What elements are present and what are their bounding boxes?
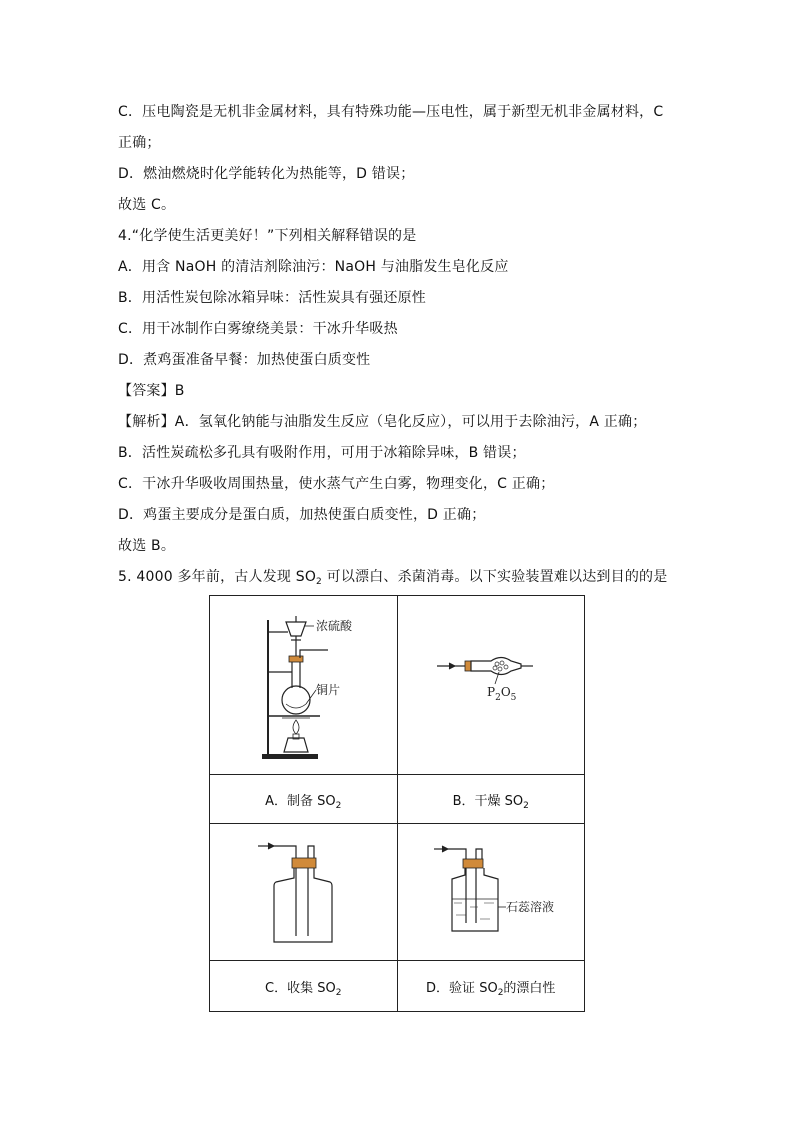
question-5-stem: 5. 4000 多年前，古人发现 $SO_2$ 可以漂白、杀菌消毒。以下实验装置难以达到目的的是: [118, 569, 668, 587]
label-concentrated-sulfuric-acid: 浓硫酸: [316, 619, 353, 633]
question-4-stem: 4.“化学使生活更美好！”下列相关解释错误的是: [118, 228, 417, 244]
explanation-line: 故选 B。: [118, 538, 176, 554]
explanation-line: B．活性炭疏松多孔具有吸附作用，可用于冰箱除异味，B 错误；: [118, 445, 526, 461]
label-p2o5: $P_2O_5$: [486, 685, 517, 703]
answer-line: 【答案】B: [118, 383, 185, 399]
caption-d: D．验证 $SO_2$的漂白性: [397, 961, 585, 1012]
explanation-line: D．鸡蛋主要成分是蛋白质，加热使蛋白质变性，D 正确；: [118, 507, 486, 523]
text-line: D．燃油燃烧时化学能转化为热能等，D 错误；: [118, 166, 415, 182]
figure-c-cell: [210, 824, 398, 961]
figure-a-cell: [210, 596, 398, 775]
figure-d-cell: [397, 824, 585, 961]
so2-generator-figure: [228, 600, 378, 770]
label-litmus-solution: 石蕊溶液: [505, 900, 554, 914]
explanation-line: 【解析】A．氢氧化钠能与油脂发生反应（皂化反应），可以用于去除油污，A 正确；: [118, 414, 647, 430]
text-line: C．压电陶瓷是无机非金属材料，具有特殊功能—压电性，属于新型无机非金属材料，C: [118, 104, 664, 120]
text-line: 正确；: [118, 135, 161, 151]
option-b: B．用活性炭包除冰箱异味：活性炭具有强还原性: [118, 290, 427, 306]
gas-collection-bottle-figure: [248, 832, 358, 952]
figure-b-cell: [397, 596, 585, 775]
option-d: D．煮鸡蛋准备早餐：加热使蛋白质变性: [118, 352, 371, 368]
caption-a: A．制备 $SO_2$: [210, 775, 398, 824]
explanation-line: C．干冰升华吸收周围热量，使水蒸气产生白雾，物理变化，C 正确；: [118, 476, 555, 492]
caption-b: B．干燥 $SO_2$: [397, 775, 585, 824]
label-copper-sheet: 铜片: [316, 683, 341, 697]
text-line: 故选 C。: [118, 197, 176, 213]
caption-c: C．收集 $SO_2$: [210, 961, 398, 1012]
litmus-test-bottle-figure: [426, 837, 556, 947]
option-c: C．用干冰制作白雾缭绕美景：干冰升华吸热: [118, 321, 398, 337]
apparatus-table: [209, 595, 585, 1012]
option-a: A．用含 NaOH 的清洁剂除油污：NaOH 与油脂发生皂化反应: [118, 259, 509, 275]
drying-tube-figure: [431, 640, 551, 730]
